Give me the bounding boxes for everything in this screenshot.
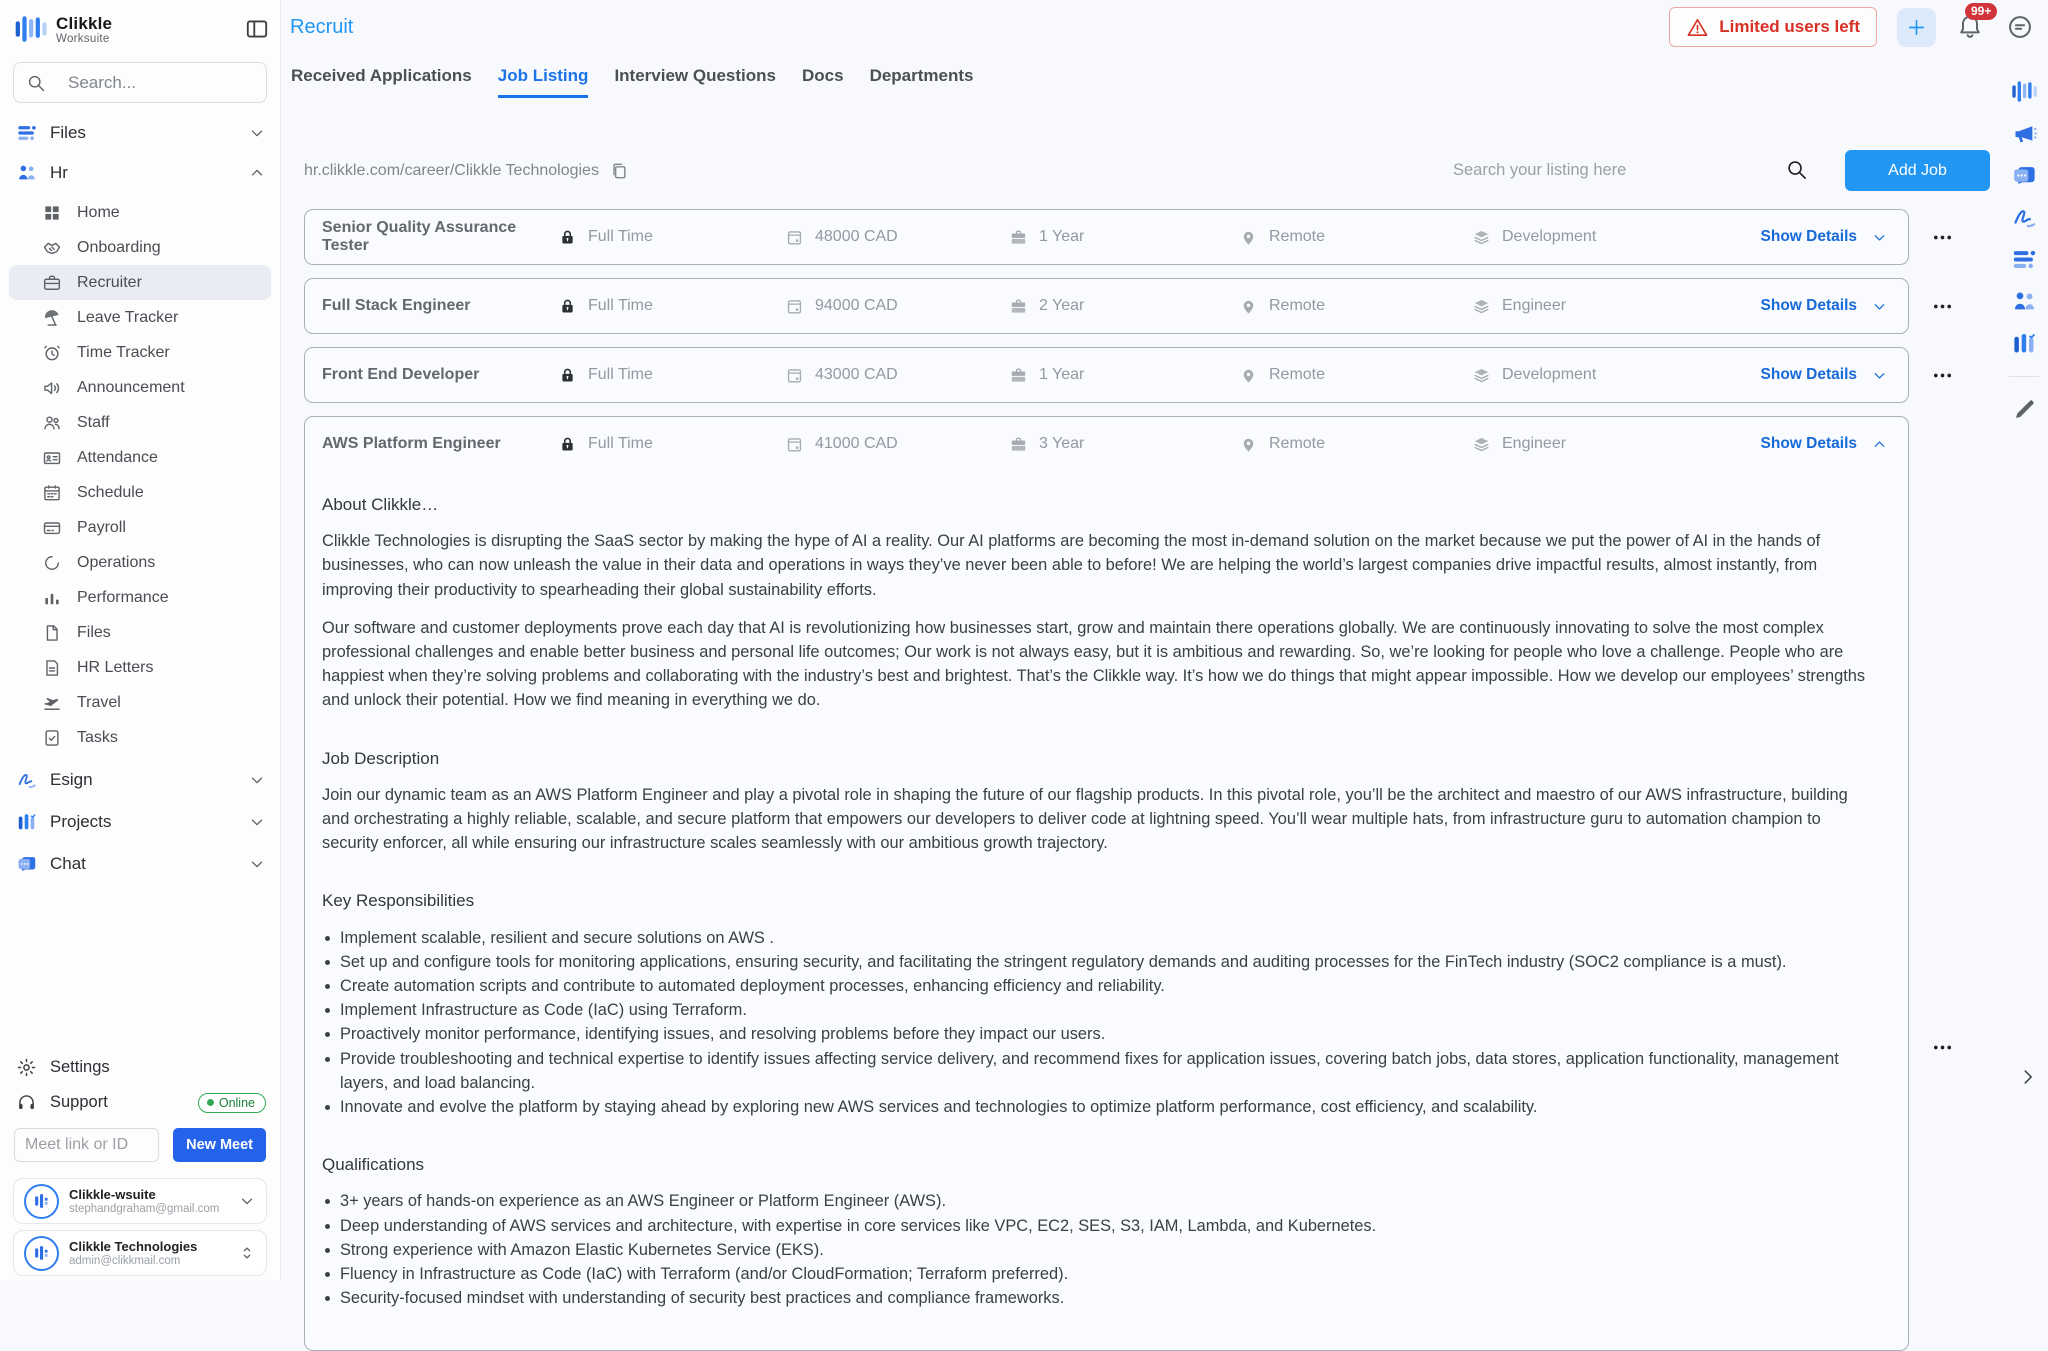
sidebar-item-label: Payroll	[77, 518, 126, 536]
job-row-header	[322, 348, 1888, 402]
key-responsibilities-heading: Key Responsibilities	[322, 891, 475, 911]
job-row-header	[322, 279, 1888, 333]
account-cards	[0, 1178, 280, 1276]
warning-triangle-icon	[1686, 16, 1709, 39]
lock-icon	[558, 228, 577, 247]
sidebar-section-label: Projects	[50, 812, 112, 831]
credit-card-icon	[42, 518, 62, 538]
sidebar-item-settings[interactable]	[0, 1050, 280, 1085]
expand-panel-button[interactable]	[2016, 1066, 2040, 1090]
sidebar-collapse-button[interactable]	[244, 16, 270, 42]
clikkle-bars-icon[interactable]	[2011, 78, 2038, 105]
sidebar-item-label: Travel	[77, 693, 121, 711]
listing-search-button[interactable]	[1783, 158, 1809, 184]
layers-icon	[1472, 297, 1491, 316]
search-icon	[26, 73, 46, 93]
list-item: 3+ years of hands-on experience as an AWS Engineer or Platform Engineer (AWS).	[322, 1189, 1870, 1213]
document-icon	[42, 623, 62, 643]
job-salary: 43000 CAD	[785, 366, 1009, 385]
job-type: Full Time	[558, 228, 785, 247]
chat-square-icon	[16, 853, 38, 875]
notifications-button[interactable]	[1956, 4, 1992, 42]
job-type: Full Time	[558, 297, 785, 316]
meet-row	[0, 1120, 280, 1172]
job-location: Remote	[1239, 435, 1472, 454]
ellipsis-icon	[1931, 226, 1954, 249]
list-item: Implement Infrastructure as Code (IaC) using Terraform.	[322, 998, 1870, 1022]
sidebar-item-label: Staff	[77, 413, 110, 431]
ellipsis-icon	[1931, 295, 1954, 318]
handshake-icon	[42, 238, 62, 258]
job-salary: 94000 CAD	[785, 297, 1009, 316]
pencil-icon[interactable]	[2011, 396, 2038, 423]
location-pin-icon	[1239, 228, 1258, 247]
settings-label: Settings	[50, 1058, 110, 1076]
job-department: Development	[1472, 228, 1761, 247]
meet-link-input[interactable]	[14, 1128, 159, 1162]
sidebar-item-label: Home	[77, 203, 120, 221]
listing-toolbar	[304, 150, 1990, 191]
about-heading: About Clikkle…	[322, 495, 439, 514]
sidebar-item-files[interactable]	[9, 615, 271, 650]
sidebar-item-label: Recruiter	[77, 273, 142, 291]
sidebar-item-label: Tasks	[77, 728, 118, 746]
job-row-header	[322, 210, 1888, 264]
header-actions	[1669, 4, 2034, 47]
career-url	[304, 161, 629, 181]
chevron-up-icon	[1871, 436, 1888, 453]
about-paragraph: Our software and customer deployments prove each day that AI is revolutionizing how businesses start, grow and maintain there operations globally. We are continuously innovating to solve the most complex professional challenges and enable better business and personal life outcomes; Our work is not always easy, but it is ambitious and rewarding. So, we’re looking for people who love a challenge. People who are happiest when they’re solving problems and collaborating with the industry’s best and brightest. That’s the Clikkle way. It’s how we do things that might appear impossible. How we develop our employees’ strengths and unlock their potential. How we find meaning in everything we do.	[322, 618, 1866, 710]
chevron-down-icon	[248, 771, 266, 789]
job-row	[304, 347, 1976, 403]
salary-icon	[785, 435, 804, 454]
chevron-down-icon	[1871, 367, 1888, 384]
sidebar-item-label: Operations	[77, 553, 156, 571]
beach-umbrella-icon	[42, 308, 62, 328]
right-icon-rail	[2000, 78, 2048, 423]
tab-departments[interactable]: Departments	[869, 66, 974, 85]
chevron-down-icon	[248, 124, 266, 142]
job-experience: 1 Year	[1009, 228, 1239, 247]
account-email: admin@clikkmail.com	[69, 1255, 181, 1267]
sidebar-item-support[interactable]	[0, 1085, 280, 1120]
qualifications-heading: Qualifications	[322, 1155, 425, 1175]
hr-subnav	[0, 193, 280, 759]
list-item: Innovate and evolve the platform by staying ahead by exploring new AWS services and technologies to optimize platform performance, cost efficiency, and scalability.	[322, 1095, 1870, 1119]
job-location: Remote	[1239, 228, 1472, 247]
projects-bars-icon	[16, 811, 38, 833]
sidebar-item-attendance[interactable]	[9, 440, 271, 475]
job-card-front-end-developer	[304, 347, 1909, 403]
job-experience: 1 Year	[1009, 366, 1239, 385]
hr-people-icon[interactable]	[2011, 288, 2038, 315]
ellipsis-icon	[1931, 1036, 1954, 1059]
messages-button[interactable]	[2006, 13, 2034, 41]
sidebar-bottom	[0, 1050, 280, 1280]
job-row-menu-button[interactable]	[1909, 209, 1975, 265]
about-paragraph: Clikkle Technologies is disrupting the SaaS sector by making the hype of AI a reality. Our AI platforms are becoming the most in-demand solution on the market because we put the power of AI in the hands of businesses, who can now unleash the value in their data and operations in ways they’ve never been able to before! We are helping the world’s largest companies drive impactful results, almost instantly, from improving their productivity to spearheading their global sustainability efforts.	[322, 532, 1821, 599]
chevron-down-icon	[248, 855, 266, 873]
task-check-icon	[42, 728, 62, 748]
sidebar-item-performance[interactable]	[9, 580, 271, 615]
location-pin-icon	[1239, 297, 1258, 316]
clikkle-logo-icon	[14, 12, 48, 46]
tab-docs[interactable]: Docs	[801, 66, 844, 85]
sidebar-section-files[interactable]	[0, 113, 280, 153]
sidebar-item-announcement[interactable]	[9, 370, 271, 405]
career-url-text: hr.clikkle.com/career/Clikkle Technologies	[304, 161, 599, 179]
tab-job-listing[interactable]: Job Listing	[498, 66, 589, 98]
job-salary: 48000 CAD	[785, 228, 1009, 247]
bar-chart-small-icon	[42, 588, 62, 608]
letter-icon	[42, 658, 62, 678]
megaphone-icon[interactable]	[2011, 120, 2038, 147]
sidebar-section-hr[interactable]	[0, 153, 280, 193]
job-row-header	[322, 417, 1888, 471]
list-item: Implement scalable, resilient and secure solutions on AWS .	[322, 926, 1870, 950]
sidebar-item-schedule[interactable]	[9, 475, 271, 510]
chevron-up-icon	[248, 164, 266, 182]
experience-icon	[1009, 435, 1028, 454]
show-details-link[interactable]: Show Details	[1761, 435, 1888, 453]
support-label: Support	[50, 1093, 108, 1111]
job-card-senior-quality-assurance-tester	[304, 209, 1909, 265]
chat-bubble-icon	[2006, 13, 2034, 41]
job-title: AWS Platform Engineer	[322, 435, 501, 452]
chat-square-icon[interactable]	[2011, 162, 2038, 189]
job-salary: 41000 CAD	[785, 435, 1009, 454]
online-status-badge	[198, 1093, 266, 1113]
listing-search-input[interactable]	[1453, 161, 1783, 180]
job-title: Full Stack Engineer	[322, 297, 471, 314]
main-content	[282, 0, 2048, 1308]
projects-bars-icon[interactable]	[2011, 330, 2038, 357]
layers-icon	[1472, 435, 1491, 454]
tab-received-applications[interactable]: Received Applications	[291, 66, 472, 85]
sidebar-item-onboarding[interactable]	[9, 230, 271, 265]
sidebar-section-label: Files	[50, 123, 86, 142]
main-header	[282, 0, 2048, 52]
home-icon	[42, 203, 62, 223]
job-card-aws-platform-engineer	[304, 416, 1909, 1351]
calendar-icon	[42, 483, 62, 503]
logo-row	[0, 0, 280, 56]
chevron-down-icon	[1871, 298, 1888, 315]
show-details-link[interactable]: Show Details	[1761, 297, 1888, 315]
job-department: Engineer	[1472, 297, 1761, 316]
account-card-clikkle-technologies[interactable]	[13, 1230, 267, 1276]
online-label: Online	[218, 1095, 255, 1110]
sidebar-nav	[0, 113, 280, 885]
job-type: Full Time	[558, 366, 785, 385]
esign-pen-icon[interactable]	[2011, 204, 2038, 231]
job-row	[304, 278, 1976, 334]
layers-icon	[1472, 228, 1491, 247]
job-location: Remote	[1239, 297, 1472, 316]
limited-users-button[interactable]	[1669, 7, 1877, 47]
sidebar-item-leave-tracker[interactable]	[9, 300, 271, 335]
page-title: Recruit	[290, 16, 354, 38]
sidebar-item-label: Files	[77, 623, 111, 641]
add-job-button[interactable]: Add Job	[1845, 150, 1990, 191]
sidebar-item-label: Leave Tracker	[77, 308, 179, 326]
job-department: Engineer	[1472, 435, 1761, 454]
search-icon	[1785, 158, 1808, 181]
lock-icon	[558, 297, 577, 316]
job-department: Development	[1472, 366, 1761, 385]
sidebar-section-projects[interactable]	[0, 801, 280, 843]
files-lines-icon[interactable]	[2011, 246, 2038, 273]
salary-icon	[785, 366, 804, 385]
job-details	[322, 471, 1888, 1350]
ellipsis-icon	[1931, 364, 1954, 387]
limited-users-label: Limited users left	[1719, 17, 1860, 36]
sidebar-item-label: Announcement	[77, 378, 185, 396]
rail-divider	[2009, 376, 2039, 377]
job-row-menu-button[interactable]	[1909, 416, 1975, 1351]
account-email: stephandgraham@gmail.com	[69, 1203, 220, 1215]
online-dot-icon	[207, 1099, 214, 1106]
notification-badge: 99+	[1965, 3, 1997, 20]
job-row	[304, 416, 1976, 1351]
plus-icon	[1905, 16, 1928, 39]
sidebar-item-label: Attendance	[77, 448, 158, 466]
esign-pen-icon	[16, 769, 38, 791]
salary-icon	[785, 297, 804, 316]
brand-suite: Worksuite	[56, 32, 110, 45]
sidebar-item-tasks[interactable]	[9, 720, 271, 755]
sidebar-item-home[interactable]	[9, 195, 271, 230]
sidebar-collapsed-sections	[0, 759, 280, 885]
list-item: Provide troubleshooting and technical expertise to identify issues affecting service delivery, and recommend fixes for application issues, covering batch jobs, data stores, application functionality, management layers, and load balancing.	[322, 1047, 1870, 1095]
add-button[interactable]	[1897, 8, 1936, 47]
plane-icon	[42, 693, 62, 713]
alarm-clock-icon	[42, 343, 62, 363]
sidebar-section-label: Hr	[50, 163, 68, 182]
sidebar-item-payroll[interactable]	[9, 510, 271, 545]
account-name: Clikkle-wsuite	[69, 1187, 156, 1202]
location-pin-icon	[1239, 435, 1258, 454]
avatar	[24, 1236, 59, 1271]
chevron-right-icon	[2017, 1066, 2039, 1088]
sidebar-item-label: Performance	[77, 588, 169, 606]
copy-icon[interactable]	[609, 161, 629, 181]
speaker-icon	[42, 378, 62, 398]
lock-icon	[558, 435, 577, 454]
sidebar-item-hr-letters[interactable]	[9, 650, 271, 685]
chevron-down-icon	[248, 813, 266, 831]
loader-icon	[42, 553, 62, 573]
job-row-menu-button[interactable]	[1909, 347, 1975, 403]
briefcase-icon	[42, 273, 62, 293]
sidebar-search-input[interactable]	[68, 73, 254, 93]
sidebar-item-travel[interactable]	[9, 685, 271, 720]
job-experience: 3 Year	[1009, 435, 1239, 454]
list-item: Create automation scripts and contribute to automated deployment processes, enhancing efficiency and reliability.	[322, 974, 1870, 998]
tab-interview-questions[interactable]: Interview Questions	[614, 66, 776, 85]
job-description-heading: Job Description	[322, 748, 440, 768]
tab-bar	[282, 66, 2048, 98]
list-item: Fluency in Infrastructure as Code (IaC) with Terraform (and/or CloudFormation; Terraform preferred).	[322, 1262, 1870, 1286]
account-name: Clikkle Technologies	[69, 1239, 198, 1254]
sidebar-item-label: Onboarding	[77, 238, 161, 256]
unfold-icon	[238, 1244, 256, 1262]
sidebar-item-label: HR Letters	[77, 658, 154, 676]
experience-icon	[1009, 228, 1028, 247]
lock-icon	[558, 366, 577, 385]
sidebar-section-chat[interactable]	[0, 843, 280, 885]
list-item: Deep understanding of AWS services and architecture, with expertise in core services like VPC, EC2, SES, S3, IAM, Lambda, and Kubernetes.	[322, 1214, 1870, 1238]
location-pin-icon	[1239, 366, 1258, 385]
sidebar	[0, 0, 281, 1280]
sidebar-search[interactable]	[13, 62, 267, 103]
show-details-link[interactable]: Show Details	[1761, 366, 1888, 384]
job-experience: 2 Year	[1009, 297, 1239, 316]
job-title: Senior Quality Assurance Tester	[322, 219, 517, 254]
account-card-clikkle-wsuite[interactable]	[13, 1178, 267, 1224]
id-card-icon	[42, 448, 62, 468]
salary-icon	[785, 228, 804, 247]
list-item: Proactively monitor performance, identifying issues, and resolving problems before they impact our users.	[322, 1022, 1870, 1046]
chevron-down-icon	[238, 1192, 256, 1210]
sidebar-item-label: Schedule	[77, 483, 144, 501]
key-responsibilities-list	[322, 926, 1870, 1120]
job-row-menu-button[interactable]	[1909, 278, 1975, 334]
qualifications-list	[322, 1189, 1870, 1310]
experience-icon	[1009, 366, 1028, 385]
job-description-paragraph: Join our dynamic team as an AWS Platform Engineer and play a pivotal role in shaping the future of our flagship products. In this pivotal role, you’ll be the architect and maestro of our AWS infrastructure, building and orchestrating a highly reliable, scalable, and secure platform that empowers our developers to deliver code at lightning speed. You’ll wear multiple hats, from infrastructure guru to automation champion to security enforcer, all while ensuring our infrastructure scales seamlessly with our ambitious growth trajectory.	[322, 785, 1848, 853]
hr-people-icon	[16, 162, 38, 184]
list-item: Strong experience with Amazon Elastic Kubernetes Service (EKS).	[322, 1238, 1870, 1262]
sidebar-item-time-tracker[interactable]	[9, 335, 271, 370]
gear-icon	[16, 1057, 37, 1078]
show-details-link[interactable]: Show Details	[1761, 228, 1888, 246]
chevron-down-icon	[1871, 229, 1888, 246]
sidebar-item-staff[interactable]	[9, 405, 271, 440]
list-item: Security-focused mindset with understanding of security best practices and compliance frameworks.	[322, 1286, 1870, 1310]
listing-search	[1453, 150, 1990, 191]
new-meet-button[interactable]: New Meet	[173, 1128, 266, 1162]
experience-icon	[1009, 297, 1028, 316]
sidebar-item-label: Time Tracker	[77, 343, 170, 361]
sidebar-section-label: Esign	[50, 770, 93, 789]
people-icon	[42, 413, 62, 433]
brand-name: Clikkle	[56, 13, 113, 33]
job-title: Front End Developer	[322, 366, 480, 383]
list-item: Set up and configure tools for monitoring applications, ensuring security, and facilitating the stringent regulatory demands and auditing processes for the FinTech industry (SOC2 compliance is a must).	[322, 950, 1870, 974]
job-location: Remote	[1239, 366, 1472, 385]
sidebar-section-label: Chat	[50, 854, 86, 873]
job-row	[304, 209, 1976, 265]
sidebar-item-operations[interactable]	[9, 545, 271, 580]
sidebar-item-recruiter[interactable]	[9, 265, 271, 300]
layers-icon	[1472, 366, 1491, 385]
job-list	[304, 209, 1976, 1351]
job-card-full-stack-engineer	[304, 278, 1909, 334]
files-lines-icon	[16, 122, 38, 144]
job-type: Full Time	[558, 435, 785, 454]
sidebar-section-esign[interactable]	[0, 759, 280, 801]
headset-icon	[16, 1092, 37, 1113]
avatar	[24, 1184, 59, 1219]
